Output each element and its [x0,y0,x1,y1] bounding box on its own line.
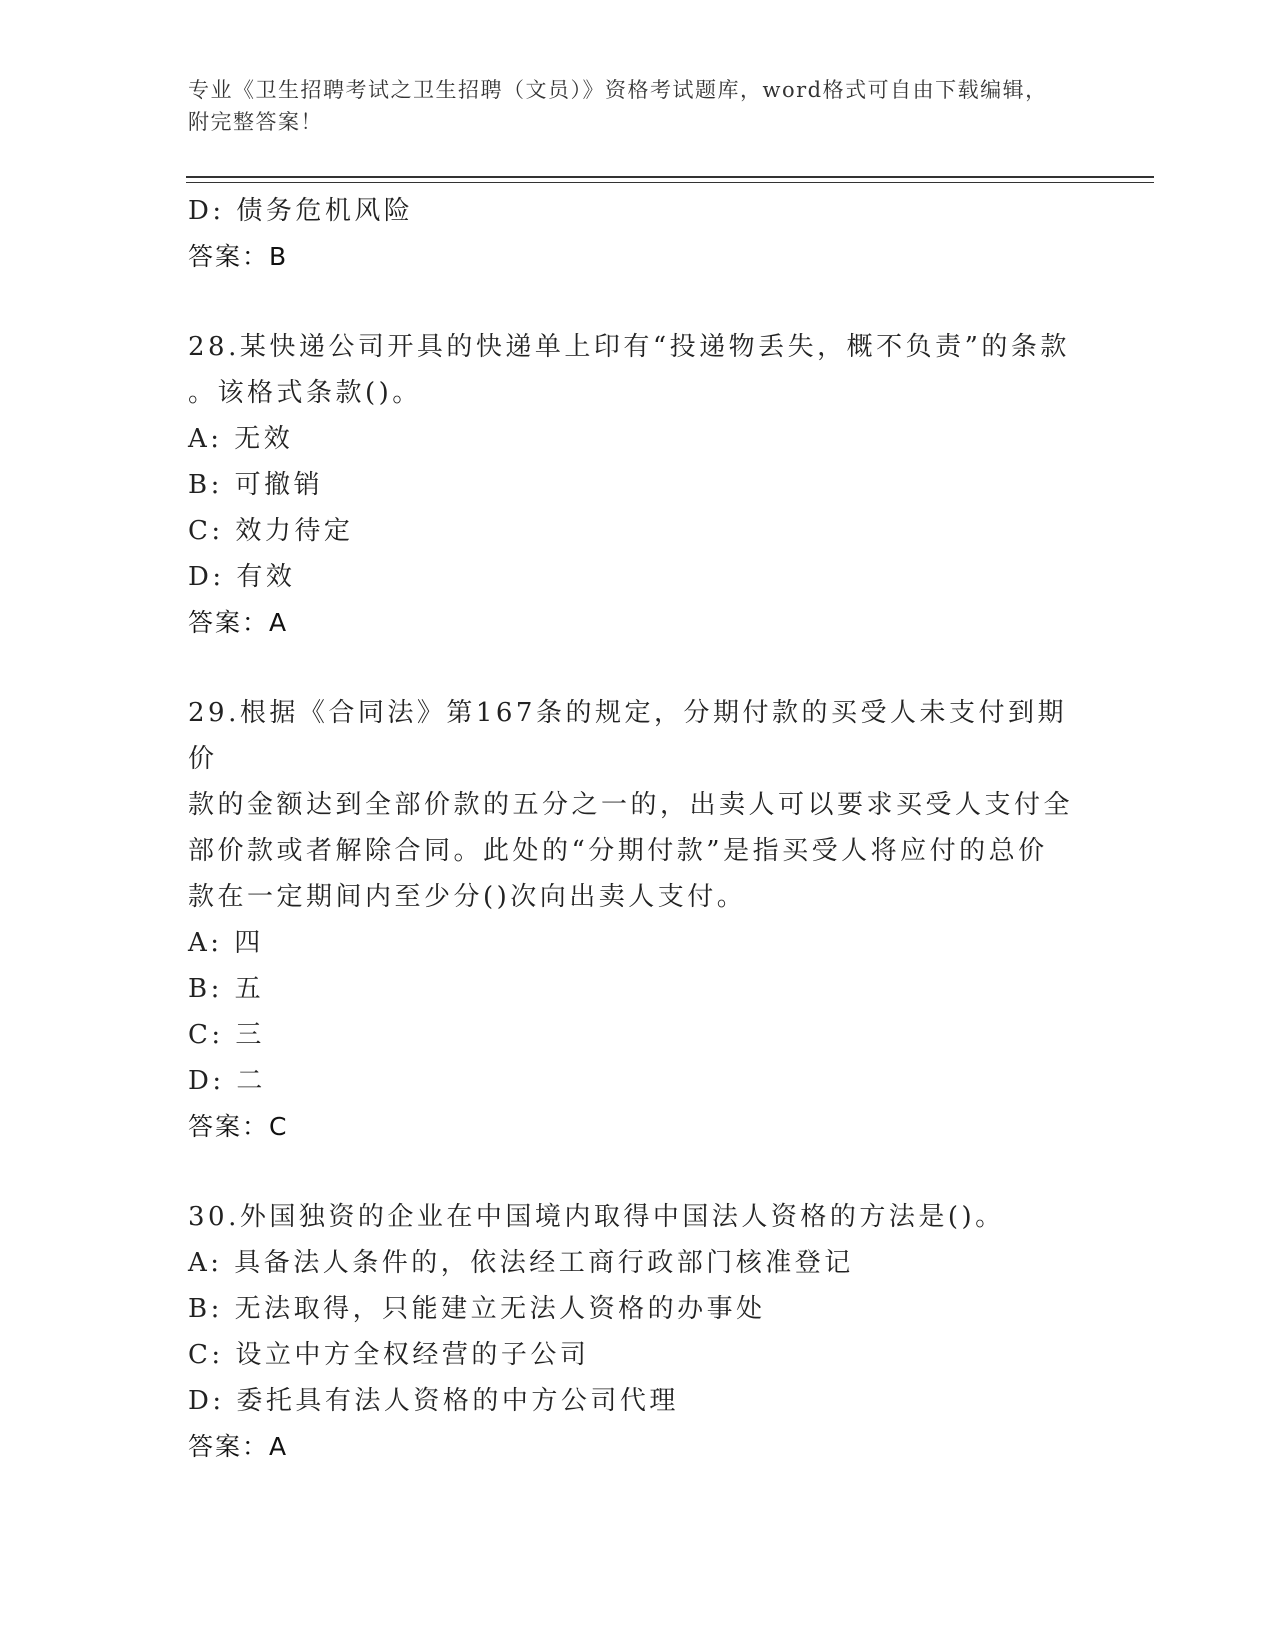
option-a: A: 具备法人条件的，依法经工商行政部门核准登记 [188,1248,854,1278]
option-b: B: 无法取得，只能建立无法人资格的办事处 [188,1294,766,1324]
question-stem: 29.根据《合同法》第167条的规定，分期付款的买受人未支付到期价 款的金额达到全部价款的五分之一的，出卖人可以要求买受人支付全 部价款或者解除合同。此处的“分期付款”是指买受人将应付的总价 款在一定期间内至少分()次向出卖人支付。 [188,698,1074,912]
option-d: D: 二 [188,1066,266,1096]
document-header: 专业《卫生招聘考试之卫生招聘（文员）》资格考试题库，word格式可自由下载编辑，附完整答案！ [188,78,1048,134]
option-c: C: 设立中方全权经营的子公司 [188,1340,590,1370]
question-30 [188,1194,1088,1470]
question-28 [188,324,1088,646]
option-a: A: 四 [188,928,264,958]
option-d: D: 委托具有法人资格的中方公司代理 [188,1386,679,1416]
option-b: B: 五 [188,974,265,1004]
answer-label: 答案：A [188,608,289,637]
option-d: D: 有效 [188,562,296,592]
previous-question-tail [188,188,1088,280]
header-divider-thick [186,176,1154,178]
option-b: B: 可撤销 [188,470,324,500]
option-a: A: 无效 [188,424,294,454]
option-d: D: 债务危机风险 [188,196,414,226]
spacer [188,1150,1088,1194]
header-divider-thin [186,182,1154,183]
spacer [188,646,1088,690]
question-stem: 30.外国独资的企业在中国境内取得中国法人资格的方法是()。 [188,1202,1005,1232]
answer-label: 答案：B [188,242,289,271]
answer-label: 答案：A [188,1432,289,1461]
question-list [188,188,1088,1470]
option-c: C: 三 [188,1020,265,1050]
question-stem: 28.某快递公司开具的快递单上印有“投递物丢失，概不负责”的条款 。该格式条款()。 [188,332,1070,408]
question-29 [188,690,1088,1150]
spacer [188,280,1088,324]
answer-label: 答案：C [188,1112,289,1141]
option-c: C: 效力待定 [188,516,354,546]
